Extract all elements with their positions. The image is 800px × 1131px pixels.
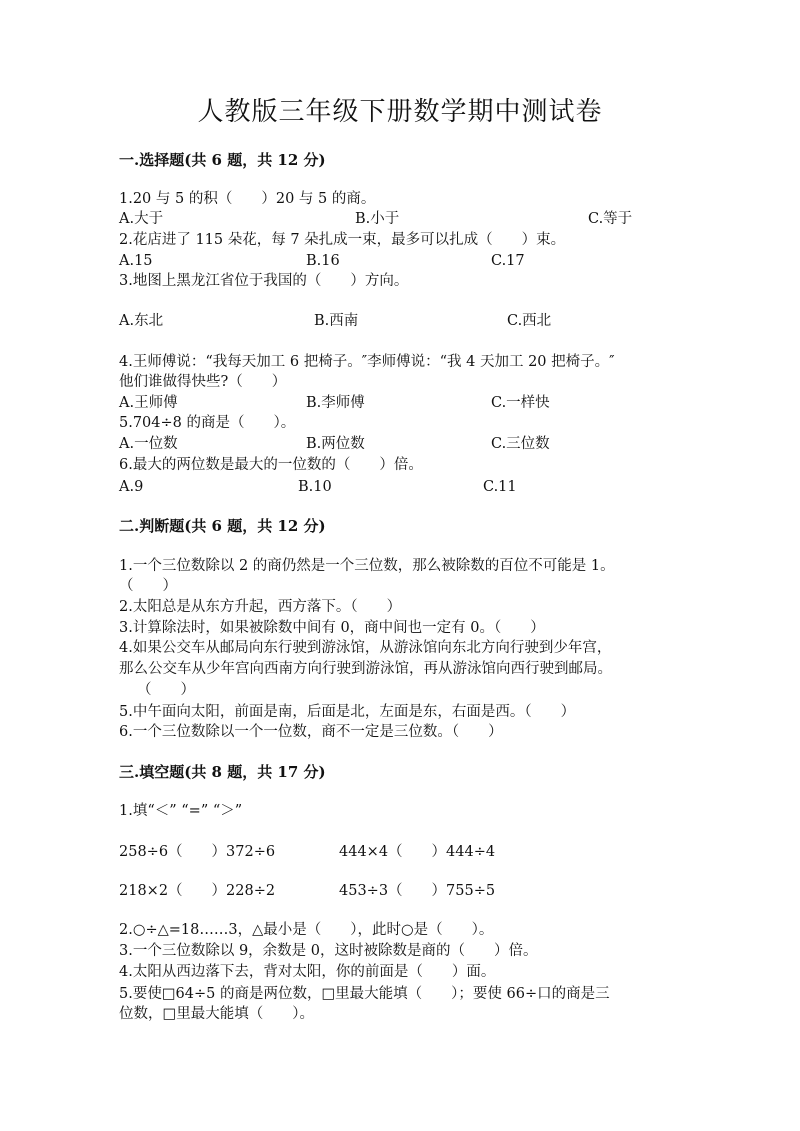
choice-q6-option-c: C.11 <box>483 479 517 495</box>
choice-q1-option-c: C.等于 <box>588 211 633 227</box>
fillin-q1-row2-left: 218×2（ ）228÷2 <box>119 883 276 899</box>
truefalse-q4-line3: （ ） <box>137 682 195 698</box>
truefalse-q6: 6.一个三位数除以一个一位数，商不一定是三位数。（ ） <box>119 724 503 740</box>
fillin-q1-stem: 1.填“＜” “=” “＞” <box>119 803 243 819</box>
section-heading-choice: 一.选择题(共 6 题，共 12 分) <box>119 151 326 169</box>
choice-q4-stem-line2: 他们谁做得快些?（ ） <box>119 374 287 390</box>
truefalse-q1-line1: 1.一个三位数除以 2 的商仍然是一个三位数，那么被除数的百位不可能是 1。 <box>119 558 615 574</box>
choice-q4-option-b: B.李师傅 <box>306 395 365 411</box>
page-title: 人教版三年级下册数学期中测试卷 <box>197 97 603 127</box>
choice-q1-option-b: B.小于 <box>355 211 400 227</box>
choice-q3-option-c: C.西北 <box>507 313 552 329</box>
choice-q4-option-c: C.一样快 <box>491 395 550 411</box>
choice-q5-stem: 5.704÷8 的商是（ ）。 <box>119 415 296 431</box>
choice-q5-option-c: C.三位数 <box>491 436 550 452</box>
fillin-q5-line2: 位数，□里最大能填（ ）。 <box>119 1006 314 1022</box>
choice-q6-stem: 6.最大的两位数是最大的一位数的（ ）倍。 <box>119 457 423 473</box>
choice-q3-option-b: B.西南 <box>314 313 359 329</box>
choice-q1-stem: 1.20 与 5 的积（ ）20 与 5 的商。 <box>119 191 376 207</box>
fillin-q3: 3.一个三位数除以 9，余数是 0，这时被除数是商的（ ）倍。 <box>119 943 538 959</box>
truefalse-q1-line2: （ ） <box>119 578 177 594</box>
fillin-q1-row1-right: 444×4（ ）444÷4 <box>339 844 496 860</box>
choice-q4-option-a: A.王师傅 <box>119 395 178 411</box>
choice-q5-option-a: A.一位数 <box>119 436 178 452</box>
choice-q2-option-a: A.15 <box>119 253 153 269</box>
choice-q2-stem: 2.花店进了 115 朵花，每 7 朵扎成一束，最多可以扎成（ ）束。 <box>119 232 566 248</box>
choice-q3-option-a: A.东北 <box>119 313 164 329</box>
choice-q2-option-b: B.16 <box>306 253 340 269</box>
truefalse-q4-line1: 4.如果公交车从邮局向东行驶到游泳馆，从游泳馆向东北方向行驶到少年宫， <box>119 640 612 656</box>
fillin-q1-row1-left: 258÷6（ ）372÷6 <box>119 844 276 860</box>
fillin-q5-line1: 5.要使□64÷5 的商是两位数，□里最大能填（ ）；要使 66÷口的商是三 <box>119 986 610 1002</box>
truefalse-q2: 2.太阳总是从东方升起，西方落下。（ ） <box>119 599 402 615</box>
choice-q2-option-c: C.17 <box>491 253 525 269</box>
truefalse-q3: 3.计算除法时，如果被除数中间有 0，商中间也一定有 0。（ ） <box>119 620 545 636</box>
fillin-q4: 4.太阳从西边落下去，背对太阳，你的前面是（ ）面。 <box>119 964 496 980</box>
fillin-q1-row2-right: 453÷3（ ）755÷5 <box>339 883 496 899</box>
truefalse-q5: 5.中午面向太阳，前面是南，后面是北，左面是东，右面是西。（ ） <box>119 704 576 720</box>
choice-q5-option-b: B.两位数 <box>306 436 365 452</box>
choice-q3-stem: 3.地图上黑龙江省位于我国的（ ）方向。 <box>119 273 409 289</box>
section-heading-truefalse: 二.判断题(共 6 题，共 12 分) <box>119 517 326 535</box>
section-heading-fillin: 三.填空题(共 8 题，共 17 分) <box>119 763 326 781</box>
fillin-q2: 2.○÷△=18……3，△最小是（ ），此时○是（ ）。 <box>119 922 494 938</box>
choice-q6-option-a: A.9 <box>119 479 144 495</box>
choice-q4-stem-line1: 4.王师傅说：“我每天加工 6 把椅子。″李师傅说：“我 4 天加工 20 把椅子。″ <box>119 354 615 370</box>
choice-q6-option-b: B.10 <box>298 479 332 495</box>
choice-q1-option-a: A.大于 <box>119 211 164 227</box>
truefalse-q4-line2: 那么公交车从少年宫向西南方向行驶到游泳馆，再从游泳馆向西行驶到邮局。 <box>119 661 612 677</box>
